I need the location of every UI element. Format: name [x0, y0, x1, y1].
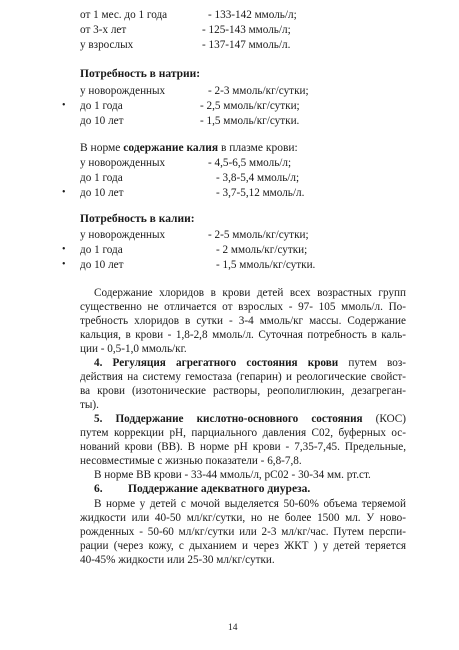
bullet-icon: •	[62, 100, 66, 111]
age-label: до 10 лет	[80, 115, 124, 127]
text-line: В норме у детей с мочой выделяется 50-60% объема теряемой	[94, 498, 406, 510]
text-line	[80, 412, 406, 426]
text-line: действия на систему гемостаза (гепарин) и реологические свойст-	[80, 371, 406, 383]
text-line: кальция, в крови - 1,8-2,8 ммоль/л. Суточная потребность в каль-	[80, 329, 406, 341]
heading-suffix: в плазме крови:	[218, 142, 298, 154]
age-label: у новорожденных	[80, 229, 166, 241]
text-line: несовместимые с жизнью показатели - 6,8-7,8.	[80, 455, 302, 467]
text-line	[80, 356, 406, 370]
item-5-title: 5. Поддержание кислотно-основного состояния	[94, 413, 363, 425]
need-value: - 2 ммоль/кг/сутки;	[216, 244, 308, 256]
text-line: рожденных - 50-60 мл/кг/сутки или 2-3 мл/кг/час. Путем перспи-	[80, 526, 406, 538]
text-line: ты).	[80, 399, 99, 411]
heading-bold: содержание калия	[123, 142, 219, 154]
norm-value: - 4,5-6,5 ммоль/л;	[208, 157, 292, 169]
age-label: до 10 лет	[80, 259, 124, 271]
need-value: - 1,5 ммоль/кг/сутки.	[200, 115, 300, 127]
norm-value: - 137-147 ммоль/л.	[202, 39, 291, 51]
bullet-icon: •	[62, 259, 66, 270]
norm-value: - 125-143 ммоль/л;	[202, 24, 291, 36]
item-4-title: 4. Регуляция агрегатного состояния крови	[94, 357, 339, 369]
chloride-paragraph	[80, 286, 406, 356]
text-line: ва крови (изотонические растворы, реополиглюкин, дезагреган-	[80, 385, 406, 397]
text-fragment: (КОС)	[362, 413, 406, 425]
age-label: до 1 года	[80, 172, 123, 184]
text-line: ции - 0,5-1,0 ммоль/кг.	[80, 343, 187, 355]
text-line: существенно не отличается от взрослых - 97- 105 ммоль/л. По-	[80, 301, 406, 313]
item-6-paragraph	[80, 497, 406, 567]
age-label: до 10 лет	[80, 187, 124, 199]
text-line: требность хлоридов в сутки - 3-4 ммоль/кг массы. Содержание	[80, 315, 406, 327]
item-6-number: 6.	[94, 483, 103, 495]
age-label: от 1 мес. до 1 года	[80, 9, 168, 21]
item-6-title: Поддержание адекватного диуреза.	[128, 483, 311, 495]
age-label: от 3-х лет	[80, 24, 127, 36]
text-line: жидкости или 40-50 мл/кг/сутки, но не более 1500 мл. У ново-	[80, 512, 406, 524]
text-line: В норме ВВ крови - 33-44 ммоль/л, рС02 - 30-34 мм. рт.ст.	[94, 469, 371, 481]
text-line: путем коррекции рН, парциального давления С02, буферных ос-	[80, 427, 406, 439]
potassium-norm-heading	[80, 141, 298, 155]
text-line: рации (через кожу, с дыханием и через ЖКТ ) у детей теряется	[80, 540, 406, 552]
age-label: до 1 года	[80, 100, 123, 112]
norm-value: - 3,7-5,12 ммоль/л.	[216, 187, 305, 199]
text-line: нований крови (ВВ). В норме рН крови - 7,35-7,45. Предельные,	[80, 441, 406, 453]
heading-prefix: В норме	[80, 142, 124, 154]
need-value: - 1,5 ммоль/кг/сутки.	[216, 259, 316, 271]
bullet-icon: •	[62, 187, 66, 198]
text-line: 40-45% жидкости или 25-30 мл/кг/сутки.	[80, 554, 275, 566]
item-6-heading	[94, 482, 311, 496]
need-value: - 2-5 ммоль/кг/сутки;	[208, 229, 309, 241]
age-label: до 1 года	[80, 244, 123, 256]
sodium-need-heading: Потребность в натрии:	[80, 68, 201, 80]
need-value: - 2-3 ммоль/кг/сутки;	[208, 85, 309, 97]
age-label: у новорожденных	[80, 85, 166, 97]
page-number: 14	[228, 623, 238, 633]
item-4-paragraph	[80, 356, 406, 412]
potassium-need-heading: Потребность в калии:	[80, 213, 195, 225]
need-value: - 2,5 ммоль/кг/сутки;	[200, 100, 300, 112]
age-label: у взрослых	[80, 39, 134, 51]
text-fragment: путем воз-	[338, 357, 406, 369]
norm-value: - 3,8-5,4 ммоль/л;	[216, 172, 300, 184]
text-line: Содержание хлоридов в крови детей всех возрастных групп	[94, 287, 406, 299]
bullet-icon: •	[62, 244, 66, 255]
item-5-paragraph	[80, 412, 406, 482]
norm-value: - 133-142 ммоль/л;	[208, 9, 297, 21]
age-label: у новорожденных	[80, 157, 166, 169]
